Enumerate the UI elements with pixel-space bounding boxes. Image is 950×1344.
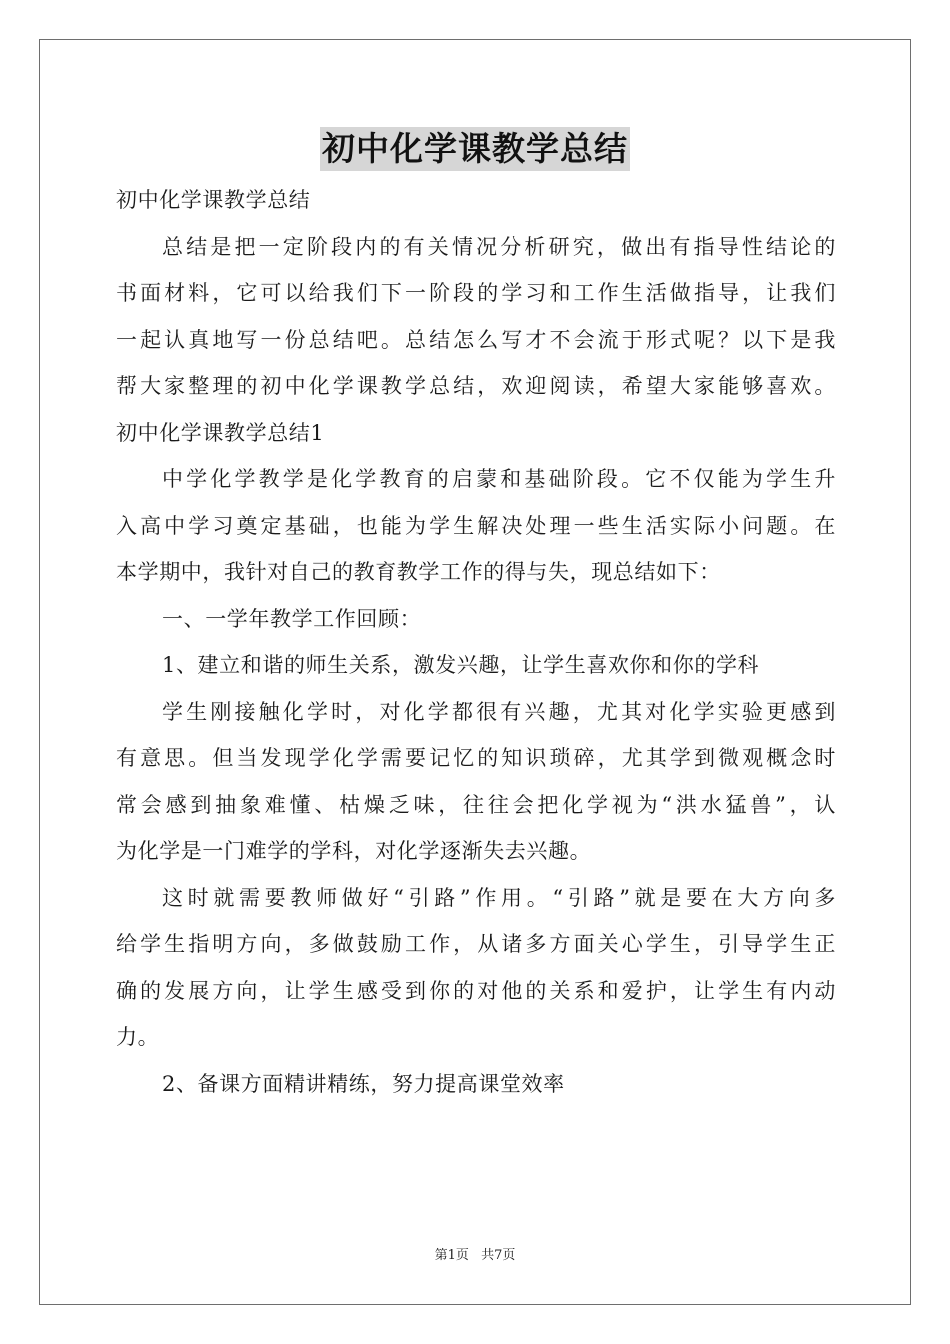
text-line: 书面材料，它可以给我们下一阶段的学习和工作生活做指导，让我们 [116, 281, 836, 305]
page-total: 共7页 [481, 1248, 516, 1263]
text-line: 这时就需要教师做好“引路”作用。“引路”就是要在大方向多 [162, 885, 836, 910]
page-footer [0, 1246, 950, 1266]
text-line: 初中化学课教学总结1 [116, 420, 325, 445]
text-line: 中学化学教学是化学教育的启蒙和基础阶段。它不仅能为学生升 [162, 467, 836, 491]
text-line: 2、备课方面精讲精练，努力提高课堂效率 [162, 1071, 565, 1096]
text-line: 有意思。但当发现学化学需要记忆的知识琐碎，尤其学到微观概念时 [116, 746, 836, 770]
text-line: 1、建立和谐的师生关系，激发兴趣，让学生喜欢你和你的学科 [162, 653, 760, 677]
text-line: 本学期中，我针对自己的教育教学工作的得与失，现总结如下： [116, 560, 721, 584]
text-line: 入高中学习奠定基础，也能为学生解决处理一些生活实际小问题。在 [116, 513, 836, 538]
text-line: 总结是把一定阶段内的有关情况分析研究，做出有指导性结论的 [162, 234, 836, 259]
text-line: 学生刚接触化学时，对化学都很有兴趣，尤其对化学实验更感到 [162, 699, 836, 724]
page-number: 第1页 [434, 1248, 469, 1263]
text-line: 常会感到抽象难懂、枯燥乏味，往往会把化学视为“洪水猛兽”，认 [116, 792, 836, 817]
document-title: 初中化学课教学总结 [320, 127, 630, 171]
text-line: 确的发展方向，让学生感受到你的对他的关系和爱护，让学生有内动 [116, 978, 836, 1003]
text-line: 一起认真地写一份总结吧。总结怎么写才不会流于形式呢？以下是我 [116, 327, 836, 352]
text-line: 为化学是一门难学的学科，对化学逐渐失去兴趣。 [116, 839, 592, 863]
text-line: 给学生指明方向，多做鼓励工作，从诸多方面关心学生，引导学生正 [116, 932, 836, 956]
document-body [116, 177, 836, 1107]
title-container [0, 127, 950, 171]
text-line: 一、一学年教学工作回顾： [162, 606, 422, 631]
text-line: 帮大家整理的初中化学课教学总结，欢迎阅读，希望大家能够喜欢。 [116, 374, 836, 398]
text-line: 初中化学课教学总结 [116, 188, 311, 212]
text-line: 力。 [116, 1025, 160, 1049]
